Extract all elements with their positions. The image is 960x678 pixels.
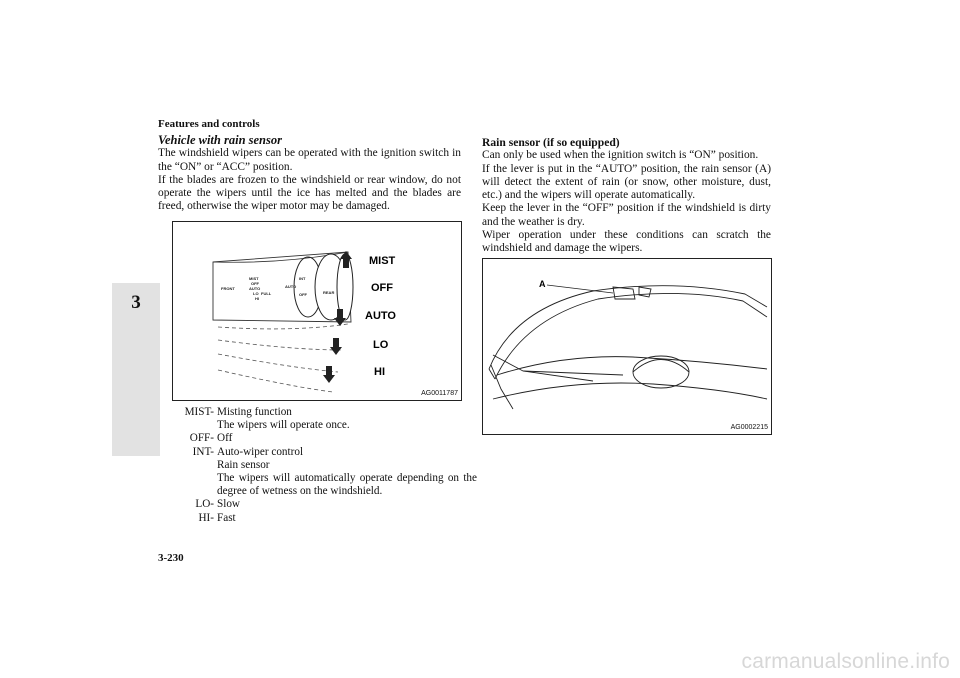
figure-code: AG0002215	[730, 424, 768, 431]
definition-row	[172, 446, 477, 499]
definition-text: Fast	[217, 511, 236, 524]
definition-text: Auto-wiper control	[217, 445, 304, 458]
figure-code: AG0011787	[421, 390, 458, 397]
left-column	[158, 134, 461, 214]
definition-text: Misting function	[217, 406, 292, 418]
definition-row	[172, 512, 477, 525]
definition-text: Slow	[217, 498, 241, 511]
switch-label-lo: LO	[253, 291, 259, 296]
definitions-list	[172, 406, 477, 525]
definition-text: Off	[217, 432, 233, 445]
definition-text: Rain sensor	[217, 458, 270, 471]
switch-label-off: OFF	[251, 281, 259, 286]
definition-row	[172, 406, 477, 432]
left-heading: Vehicle with rain sensor	[158, 133, 282, 147]
definition-term: INT-	[192, 445, 214, 458]
switch-label-auto2: AUTO	[285, 284, 297, 289]
hi-arrow-icon	[323, 366, 335, 383]
left-paragraph-2: If the blades are frozen to the windshield or rear window, do not operate the wipers until the ice has melted and the blades are freed, otherwise the wiper motor may be damaged.	[158, 173, 461, 213]
wiper-lever-illustration	[173, 222, 461, 400]
windshield-figure	[482, 258, 772, 435]
definition-term: MIST-	[184, 406, 214, 418]
right-paragraph-4: Wiper operation under these conditions can scratch the windshield and damage the wipers.	[482, 229, 771, 255]
callout-a: A	[539, 279, 546, 289]
lo-arrow-icon	[330, 338, 342, 355]
wiper-lever-figure	[172, 221, 462, 401]
page-number: 3-230	[158, 552, 184, 564]
right-paragraph-3: Keep the lever in the “OFF” position if the windshield is dirty and the weather is dry.	[482, 202, 771, 228]
right-heading: Rain sensor (if so equipped)	[482, 136, 620, 149]
switch-label-hi: HI	[255, 296, 259, 301]
windshield-illustration	[483, 259, 771, 434]
switch-label-int: INT	[299, 276, 306, 281]
switch-label-off2: OFF	[299, 292, 307, 297]
definition-term: HI-	[198, 511, 214, 524]
label-mist: MIST	[369, 255, 396, 267]
switch-label-full: FULL	[261, 291, 272, 296]
left-paragraph-1: The windshield wipers can be operated with the ignition switch in the “ON” or “ACC” position.	[158, 147, 461, 173]
switch-label-auto: AUTO	[249, 286, 261, 291]
definition-row	[172, 432, 477, 445]
definition-term: OFF-	[189, 432, 214, 445]
section-header: Features and controls	[158, 118, 260, 130]
switch-label-mist: MIST	[249, 276, 259, 281]
definition-text: The wipers will automatically operate depending on the degree of wetness on the windshield.	[217, 472, 477, 498]
switch-label-rear: REAR	[323, 290, 335, 295]
label-lo: LO	[373, 339, 389, 351]
footer-watermark[interactable]: carmanualsonline.info	[741, 650, 950, 673]
definition-text: The wipers will operate once.	[217, 419, 350, 432]
right-column	[482, 136, 771, 256]
label-hi: HI	[374, 366, 385, 378]
definition-term: LO-	[195, 498, 214, 511]
footer	[0, 646, 960, 678]
label-auto: AUTO	[365, 310, 396, 322]
right-paragraph-1: Can only be used when the ignition switch is “ON” position.	[482, 149, 759, 162]
right-paragraph-2: If the lever is put in the “AUTO” position, the rain sensor (A) will detect the extent of rain (or snow, other moisture, dust, etc.) and the wipers will operate automatically.	[482, 162, 771, 202]
label-off: OFF	[371, 282, 393, 294]
definition-row	[172, 498, 477, 511]
chapter-number: 3	[131, 292, 141, 313]
switch-label-front: FRONT	[221, 286, 235, 291]
